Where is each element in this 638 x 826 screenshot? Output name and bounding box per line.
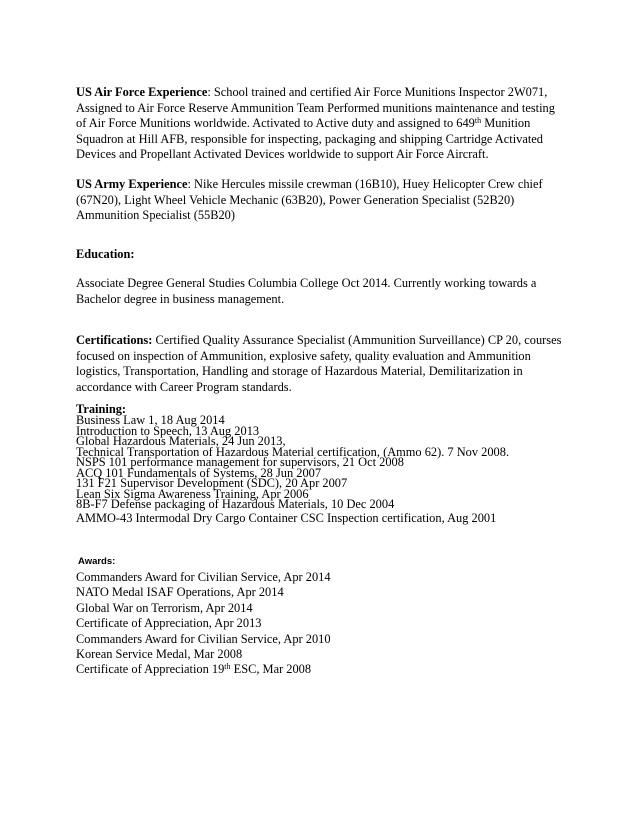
award-item [76, 662, 331, 677]
training-item: Global Hazardous Materials, 24 Jun 2013, [76, 434, 286, 448]
training-item: AMMO-43 Intermodal Dry Cargo Container CSC Inspection certification, Aug 2001 [76, 510, 497, 525]
air-force-experience-label: US Air Force Experience [76, 85, 208, 99]
training-item: 131 F21 Supervisor Development (SDC), 20 Apr 2007 [76, 476, 348, 490]
training-heading: Training: [76, 402, 127, 416]
training-section [76, 403, 576, 523]
awards-list [76, 570, 331, 678]
award-item: Commanders Award for Civilian Service, Apr 2010 [76, 631, 331, 646]
certifications-label: Certifications: [76, 333, 153, 347]
award-item: Global War on Terrorism, Apr 2014 [76, 600, 253, 615]
air-force-experience-text-2: Munition Squadron at Hill AFB, responsible for inspecting, packaging and shipping Cartridge Activated Devices and Propellant Activated Devices worldwide to support Air Force Aircraft. [76, 116, 543, 161]
air-force-experience-sup: th [474, 116, 482, 125]
certifications [76, 333, 566, 396]
training-item: Business Law 1, 18 Aug 2014 [76, 413, 225, 427]
training-item: Technical Transportation of Hazardous Material certification, (Ammo 62). 7 Nov 2008. [76, 444, 510, 459]
education-heading: Education: [76, 247, 135, 261]
certifications-text: Certified Quality Assurance Specialist (Ammunition Surveillance) CP 20, courses focused on inspection of Ammunition, explosive safety, quality evaluation and Ammunition logistics, Transportation, Handling and storage of Hazardous Material, Demilitarization in accordance with Career Program standards. [76, 333, 562, 395]
training-item: Introduction to Speech, 13 Aug 2013 [76, 423, 260, 438]
training-item: Lean Six Sigma Awareness Training, Apr 2006 [76, 486, 309, 501]
air-force-experience [76, 85, 566, 163]
award-item: NATO Medal ISAF Operations, Apr 2014 [76, 585, 284, 600]
awards-heading: Awards: [78, 556, 116, 567]
award-item-text-a: Certificate of Appreciation 19 [76, 662, 225, 677]
army-experience-text: : Nike Hercules missile crewman (16B10), Huey Helicopter Crew chief (67N20), Light Wheel Vehicle Mechanic (63B20), Power Generation Specialist (52B20) Ammunition Specialist (55B20) [76, 177, 543, 222]
education-text: Associate Degree General Studies Columbia College Oct 2014. Currently working towards a Bachelor degree in business management. [76, 276, 537, 306]
army-experience-label: US Army Experience [76, 177, 188, 191]
training-item: NSPS 101 performance management for supervisors, 21 Oct 2008 [76, 455, 404, 469]
training-item: ACQ 101 Fundamentals of Systems, 28 Jun 2007 [76, 465, 322, 480]
award-item: Commanders Award for Civilian Service, Apr 2014 [76, 570, 331, 584]
award-item-sup: th [224, 662, 231, 672]
army-experience [76, 177, 566, 224]
award-item-text-b: ESC, Mar 2008 [230, 662, 312, 677]
training-item: 8B-F7 Defense packaging of Hazardous Materials, 10 Dec 2004 [76, 497, 395, 511]
award-item: Certificate of Appreciation, Apr 2013 [76, 616, 262, 631]
air-force-experience-text-1: : School trained and certified Air Force Munitions Inspector 2W071, Assigned to Air Force Reserve Ammunition Team Performed munitions maintenance and testing of Air Force Munitions worldwide. Activated to Active duty and assigned to 649 [76, 85, 555, 130]
award-item: Korean Service Medal, Mar 2008 [76, 647, 243, 662]
